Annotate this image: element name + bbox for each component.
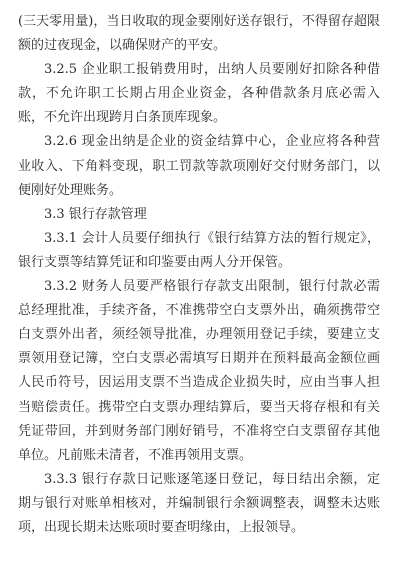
section-heading-3-3: 3.3 银行存款管理 — [44, 206, 147, 222]
paragraph-3-2-5: 3.2.5 企业职工报销费用时，出纳人员要刚好扣除各种借款，不允许职工长期占用企业资金，各种借款条月底必需入账，不允许出现跨月白条顶库现象。 — [18, 62, 380, 126]
paragraph-3-3-2: 3.3.2 财务人员要严格银行存款支出限制，银行付款必需总经理批准，手续齐备，不准携带空白支票外出，确须携带空白支票外出者，须经领导批准，办理领用登记手续，要建立支票领用登记簿，空白支票必需填写日期并在预料最高金额位画人民币符号，因运用支票不当造成企业损失时，应由当事人担当赔偿责任。携带空白支票办理结算后，要当天将存根和有关凭证带回，并到财务部门刚好销号，不准将空白支票留存其他单位。凡前账未清者，不准再领用支票。 — [18, 279, 380, 463]
paragraph-3-3-3: 3.3.3 银行存款日记账逐笔逐日登记，每日结出余额，定期与银行对账单相核对，并编制银行余额调整表，调整未达账项，出现长期未达账项时要查明缘由，上报领导。 — [18, 471, 380, 535]
paragraph-3-2-6: 3.2.6 现金出纳是企业的资金结算中心，企业应将各种营业收入、下角料变现，职工罚款等款项刚好交付财务部门，以便刚好处理账务。 — [18, 134, 380, 198]
paragraph-intro: (三天零用量)，当日收取的现金要刚好送存银行，不得留存超限额的过夜现金，以确保财产的平安。 — [18, 14, 380, 54]
paragraph-3-3-1: 3.3.1 会计人员要仔细执行《银行结算方法的暂行规定》，银行支票等结算凭证和印鉴要由两人分开保管。 — [18, 230, 380, 270]
